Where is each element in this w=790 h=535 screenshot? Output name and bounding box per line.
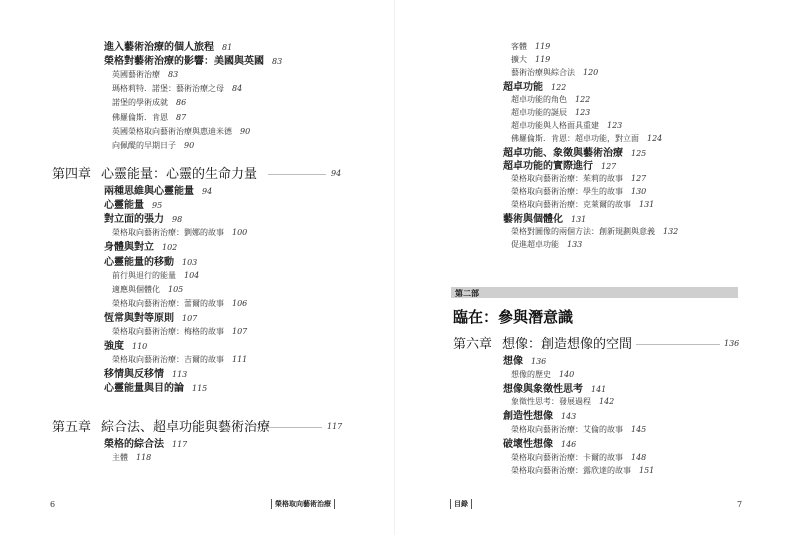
toc-entry: [511, 371, 574, 379]
toc-entry-title: 榮格取向藝術治療：卡爾的故事: [511, 452, 623, 462]
toc-entry: [511, 426, 646, 434]
page-number: 6: [50, 500, 56, 509]
toc-entry: [511, 96, 590, 104]
toc-entry: [104, 43, 232, 53]
toc-entry-page: 151: [639, 466, 655, 476]
toc-entry-page: 103: [182, 257, 198, 267]
toc-entry-page: 141: [591, 384, 607, 394]
toc-entry-title: 超卓功能的實際進行: [503, 160, 593, 172]
toc-entry: [511, 188, 646, 196]
toc-entry-page: 105: [168, 284, 184, 294]
toc-entry-title: 強度: [104, 341, 124, 353]
toc-entry-page: 113: [172, 370, 188, 380]
chapter-page-number: 117: [327, 422, 343, 431]
toc-entry-title: 心靈能量與目的論: [104, 383, 184, 395]
toc-entry-title: 心靈能量的移動: [104, 256, 174, 268]
toc-entry-page: 94: [202, 187, 213, 196]
toc-entry: [104, 314, 197, 324]
toc-entry: [112, 454, 151, 462]
toc-entry: [511, 201, 654, 209]
toc-entry: [511, 398, 614, 406]
toc-entry-title: 向佩醍的早期日子: [112, 140, 176, 150]
toc-entry-title: 榮格取向藝術治療：艾倫的故事: [511, 425, 623, 434]
toc-entry: [112, 99, 186, 107]
chapter-title: 綜合法、超卓功能與藝術治療: [101, 420, 271, 435]
toc-entry: [511, 122, 622, 130]
running-head: 榮格取向藝術治療: [271, 499, 335, 509]
toc-entry-page: 104: [184, 270, 200, 280]
toc-entry-title: 英國榮格取向藝術治療與惠迪米德: [112, 126, 232, 136]
toc-entry-title: 榮格對圖像的兩個方法：創新規劃與意義: [511, 226, 655, 236]
toc-entry-page: 120: [583, 68, 599, 78]
toc-entry-title: 主體: [112, 453, 128, 463]
toc-entry-title: 榮格取向藝術治療：吉爾的故事: [112, 355, 224, 365]
toc-entry: [112, 356, 247, 364]
toc-entry-page: 102: [162, 243, 178, 253]
toc-entry-title: 對立面的張力: [104, 214, 164, 226]
page-number: 7: [737, 500, 743, 509]
chapter-leader-rule: [268, 174, 326, 175]
chapter-page-number: 136: [724, 339, 740, 348]
toc-entry-title: 諾堡的學術成就: [112, 98, 168, 108]
toc-entry: [511, 43, 550, 51]
toc-entry-title: 恆常與對等原則: [104, 312, 174, 324]
toc-entry-title: 超卓功能: [503, 81, 543, 93]
toc-entry-title: 超卓功能的角色: [511, 94, 567, 104]
toc-entry-title: 佛羅倫斯．肯恩：超卓功能，對立面: [511, 134, 639, 144]
toc-entry-title: 身體與對立: [104, 242, 154, 254]
toc-entry-title: 兩種思維與心靈能量: [104, 186, 194, 197]
toc-entry-page: 146: [561, 439, 577, 449]
toc-entry-page: 115: [192, 384, 208, 394]
toc-entry: [511, 175, 646, 183]
toc-entry: [511, 135, 662, 143]
toc-entry-page: 83: [168, 70, 179, 80]
chapter-title: 心靈能量：心靈的生命力量: [101, 167, 258, 182]
toc-entry-title: 心靈能量: [104, 200, 144, 212]
toc-entry-title: 想像的歷史: [511, 369, 551, 379]
toc-entry: [112, 142, 194, 150]
toc-entry-page: 87: [176, 112, 187, 122]
toc-entry: [511, 109, 590, 117]
toc-entry-page: 143: [561, 412, 577, 422]
toc-entry-title: 榮格對藝術治療的影響：美國與英國: [104, 56, 264, 68]
part-banner: [451, 287, 738, 298]
toc-entry-page: 140: [559, 369, 575, 379]
toc-entry-title: 促進超卓功能: [511, 240, 559, 249]
toc-entry: [503, 385, 606, 395]
toc-entry-page: 95: [152, 201, 163, 211]
toc-entry-page: 111: [232, 355, 248, 365]
chapter-leader-rule: [268, 427, 322, 428]
toc-entry-title: 擴大: [511, 55, 527, 65]
toc-entry: [503, 412, 576, 422]
chapter-number: 第六章: [453, 337, 493, 352]
toc-entry-title: 榮格取向藝術治療：露欣達的故事: [511, 466, 631, 476]
toc-entry-title: 想像與象徵性思考: [503, 383, 583, 395]
toc-entry: [112, 328, 247, 336]
chapter-heading: [453, 335, 632, 351]
toc-entry-page: 81: [222, 43, 233, 52]
toc-entry: [511, 467, 654, 475]
toc-entry-page: 122: [551, 82, 567, 92]
toc-entry: [511, 454, 646, 462]
toc-entry: [104, 440, 187, 450]
toc-entry-title: 適應與個體化: [112, 284, 160, 294]
toc-entry-title: 進入藝術治療的個人旅程: [104, 42, 214, 53]
toc-entry-page: 125: [631, 148, 647, 158]
chapter-title: 想像：創造想像的空間: [502, 337, 633, 352]
toc-entry: [112, 128, 250, 136]
toc-entry-page: 117: [172, 440, 188, 449]
toc-entry-page: 127: [631, 174, 647, 183]
toc-entry: [112, 85, 242, 93]
toc-entry-page: 131: [571, 214, 587, 224]
toc-entry: [112, 300, 247, 308]
toc-entry-title: 榮格取向藝術治療：學生的故事: [511, 187, 623, 197]
toc-entry: [104, 215, 182, 225]
toc-entry-page: 106: [232, 298, 248, 308]
toc-entry-title: 移情與反移情: [104, 369, 164, 381]
toc-entry-page: 123: [575, 108, 591, 117]
toc-entry-page: 130: [631, 187, 647, 197]
toc-entry-title: 佛羅倫斯．肯恩: [112, 112, 168, 122]
toc-entry-page: 90: [184, 140, 195, 150]
toc-entry-page: 98: [172, 215, 183, 225]
toc-entry-title: 榮格取向藝術治療：克萊爾的故事: [511, 200, 631, 210]
toc-entry: [511, 56, 550, 64]
toc-entry-page: 148: [631, 452, 647, 462]
toc-entry-page: 107: [182, 313, 198, 323]
part-label: 第二部: [455, 289, 479, 298]
toc-entry: [503, 83, 566, 93]
toc-entry-page: 127: [601, 161, 617, 171]
running-head: 目錄: [450, 499, 472, 509]
toc-entry-title: 超卓功能的誕辰: [511, 108, 567, 117]
toc-entry: [511, 228, 678, 236]
toc-entry-page: 119: [535, 42, 551, 51]
toc-entry-page: 110: [132, 342, 148, 352]
toc-entry-page: 133: [567, 240, 583, 249]
toc-entry-title: 前行與退行的能量: [112, 270, 176, 280]
toc-entry: [104, 258, 197, 268]
toc-entry: [511, 241, 582, 249]
toc-entry-title: 客體: [511, 42, 527, 51]
toc-entry-title: 破壞性想像: [503, 438, 553, 450]
toc-entry: [503, 215, 586, 225]
toc-entry-page: 142: [599, 397, 615, 407]
toc-entry-page: 136: [531, 357, 547, 366]
toc-entry: [112, 114, 186, 122]
toc-entry-title: 英國藝術治療: [112, 70, 160, 80]
toc-entry: [104, 57, 282, 67]
chapter-heading: [52, 418, 270, 434]
toc-entry: [104, 342, 147, 352]
toc-entry: [503, 162, 616, 172]
part-title: 臨在：參與潛意識: [453, 308, 574, 326]
toc-entry-page: 84: [232, 84, 243, 94]
toc-entry: [104, 370, 187, 380]
toc-entry-title: 超卓功能與人格面具重建: [511, 121, 599, 131]
toc-entry-page: 83: [272, 57, 283, 67]
toc-entry-title: 榮格取向藝術治療：劉娜的故事: [112, 228, 224, 238]
toc-entry: [104, 384, 207, 394]
toc-entry-title: 榮格取向藝術治療：茱莉的故事: [511, 174, 623, 183]
toc-entry-page: 100: [232, 228, 248, 238]
toc-entry: [104, 187, 212, 197]
toc-entry-title: 創造性想像: [503, 411, 553, 423]
chapter-page-number: 94: [331, 169, 342, 178]
toc-entry-page: 131: [639, 200, 655, 210]
toc-entry-title: 藝術與個體化: [503, 213, 563, 225]
toc-entry-page: 118: [136, 453, 152, 463]
toc-entry-title: 瑪格莉特．諾堡：藝術治療之母: [112, 84, 224, 94]
chapter-leader-rule: [636, 344, 720, 345]
toc-entry-page: 86: [176, 98, 187, 108]
toc-entry: [511, 69, 598, 77]
toc-entry: [112, 229, 247, 237]
toc-entry-page: 145: [631, 425, 647, 434]
toc-entry-page: 123: [607, 121, 623, 131]
toc-entry-title: 超卓功能、象徵與藝術治療: [503, 147, 623, 159]
toc-entry-title: 榮格取向藝術治療：蕾爾的故事: [112, 298, 224, 308]
toc-entry: [112, 286, 183, 294]
toc-entry-page: 122: [575, 94, 591, 104]
chapter-heading: [52, 165, 257, 181]
toc-entry-title: 藝術治療與綜合法: [511, 68, 575, 78]
toc-entry-title: 榮格取向藝術治療：梅格的故事: [112, 327, 224, 336]
toc-entry: [503, 357, 546, 367]
toc-entry: [104, 243, 177, 253]
toc-entry-page: 132: [663, 226, 679, 236]
toc-entry: [112, 272, 199, 280]
toc-entry: [503, 440, 576, 450]
toc-entry: [112, 71, 178, 79]
toc-entry-title: 象徵性思考：發展過程: [511, 397, 591, 407]
toc-entry-page: 90: [240, 126, 251, 136]
toc-entry-page: 107: [232, 327, 248, 336]
toc-entry-page: 119: [535, 55, 551, 65]
chapter-number: 第四章: [52, 167, 92, 182]
toc-entry: [503, 149, 646, 159]
toc-entry-page: 124: [647, 134, 663, 144]
toc-entry-title: 想像: [503, 356, 523, 367]
chapter-number: 第五章: [52, 420, 92, 435]
toc-entry: [104, 201, 162, 211]
toc-entry-title: 榮格的綜合法: [104, 439, 164, 450]
